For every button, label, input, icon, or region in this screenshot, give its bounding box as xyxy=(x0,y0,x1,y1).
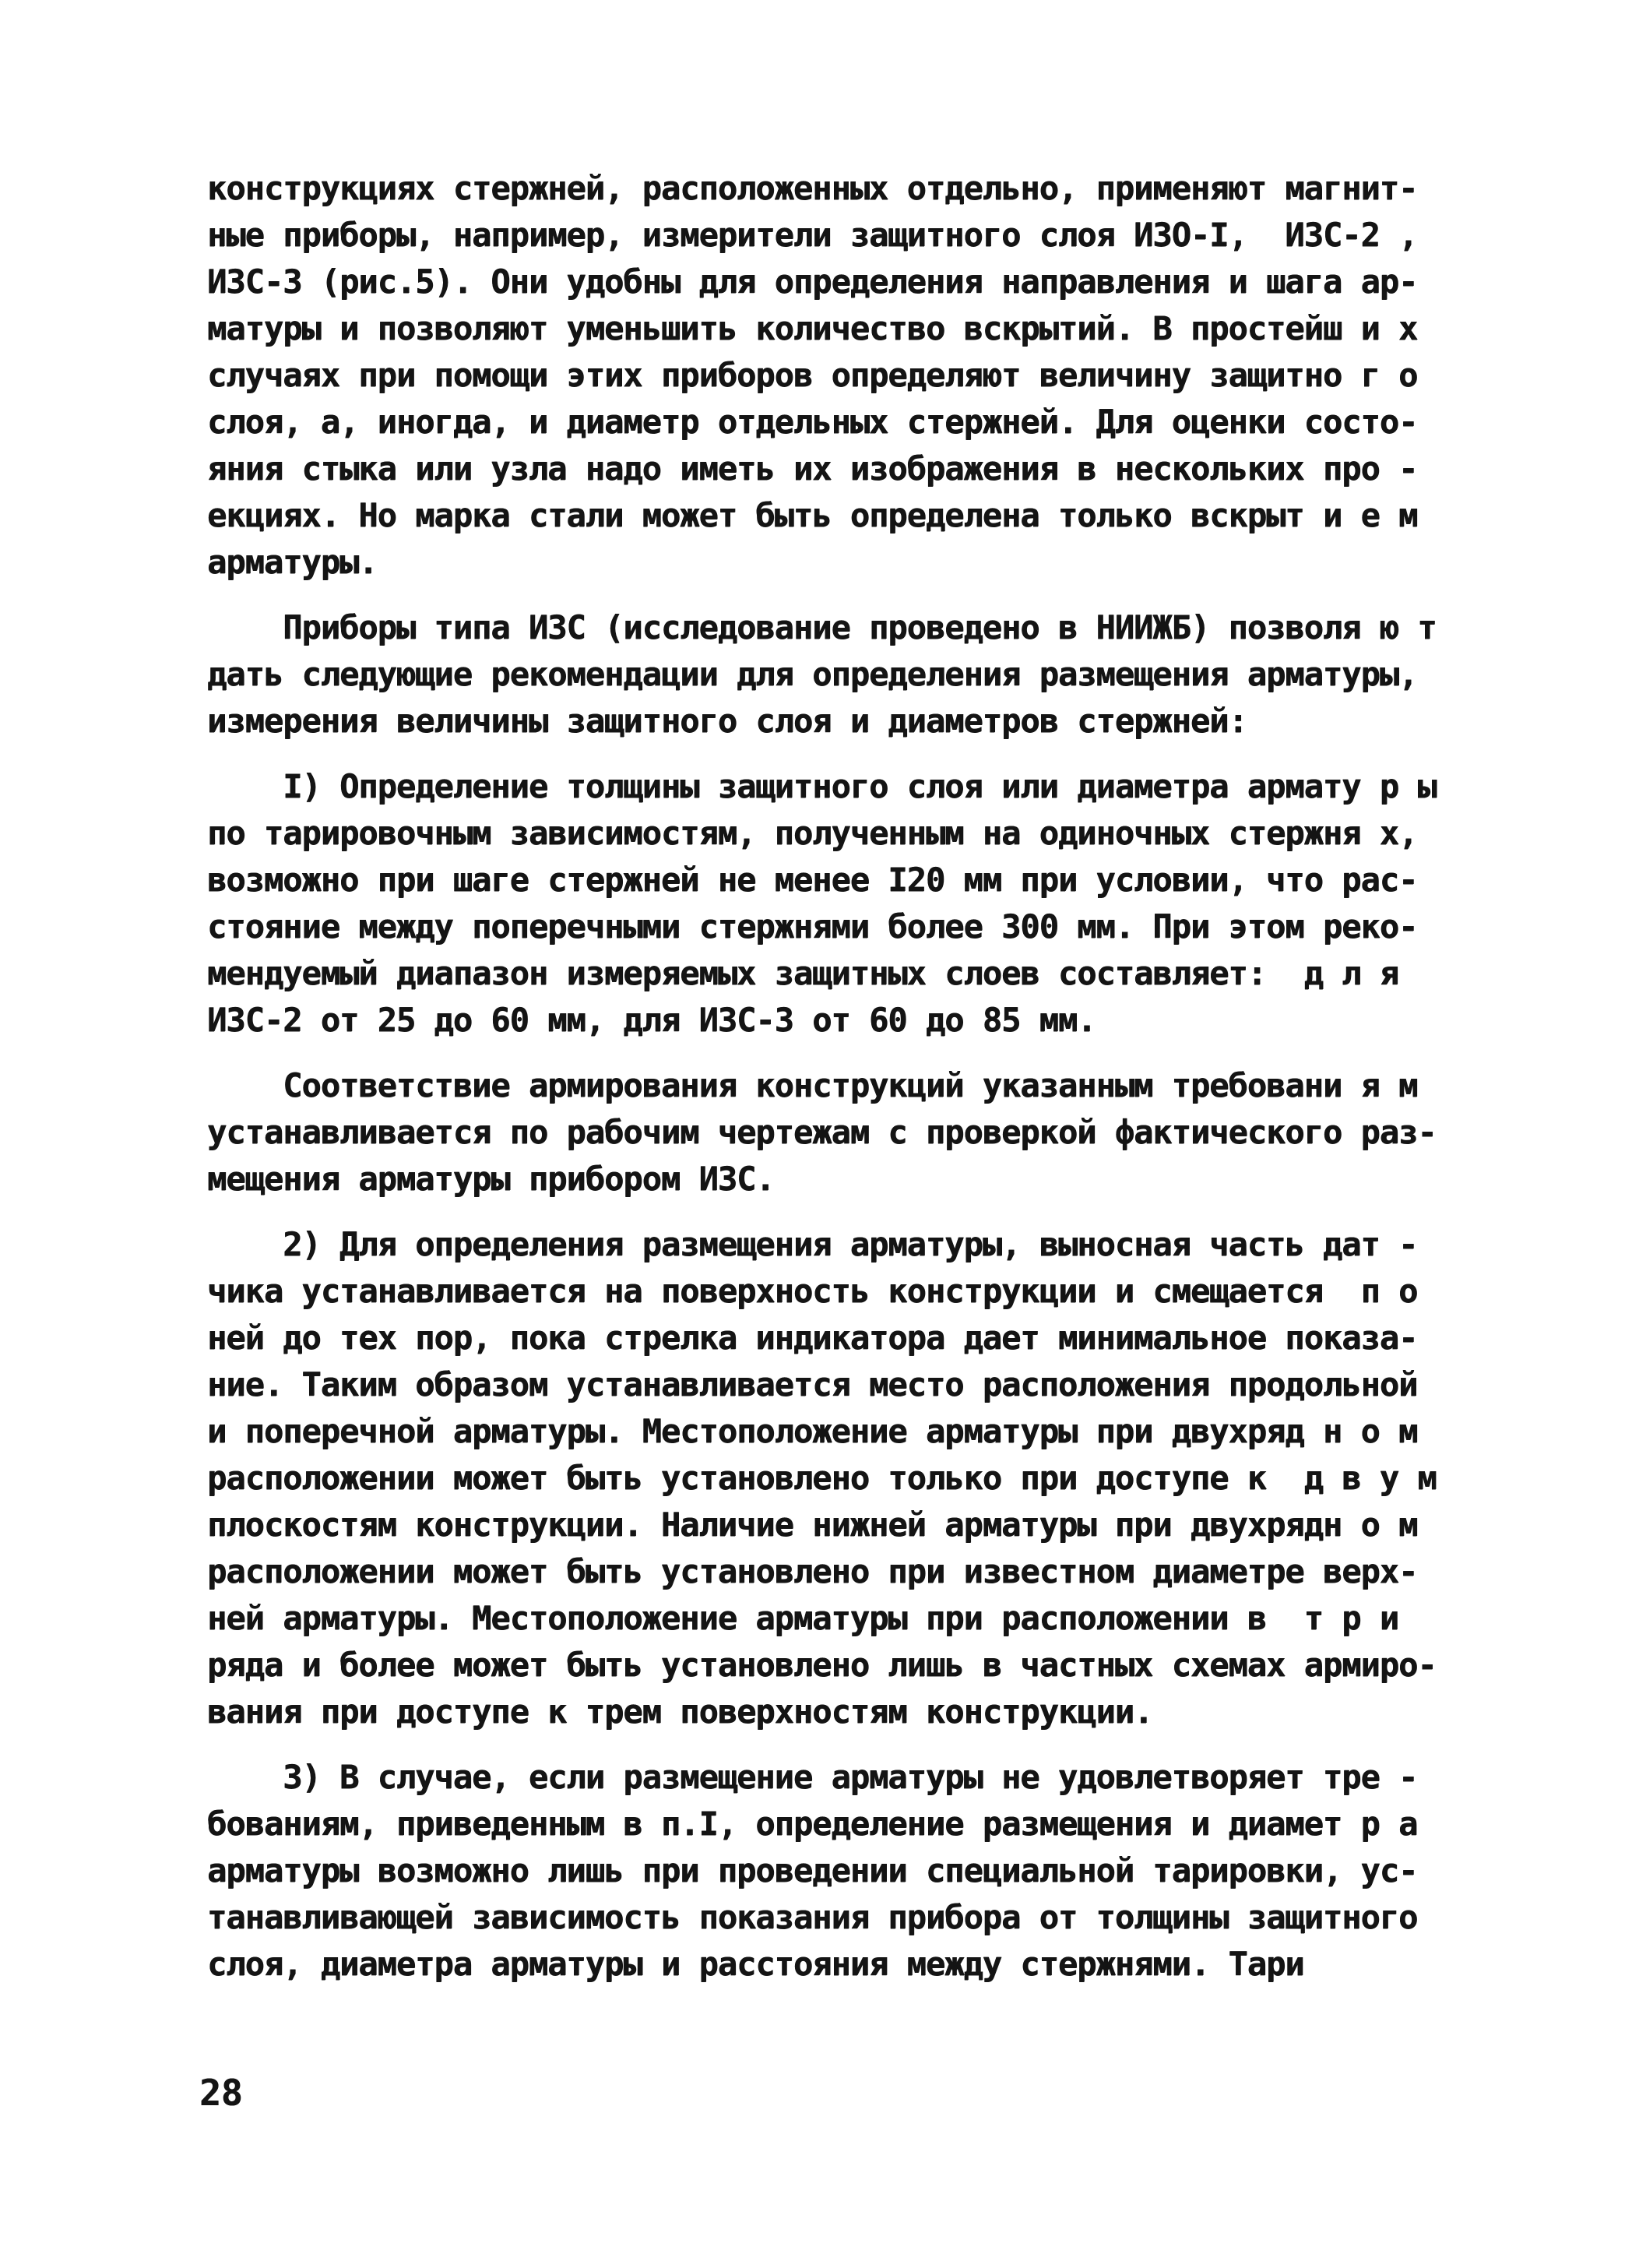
text-line: стояние между поперечными стержнями более 300 мм. При этом реко- xyxy=(207,907,1418,946)
paragraph xyxy=(207,165,1462,586)
text-line: слоя, диаметра арматуры и расстояния между стержнями. Тари xyxy=(207,1945,1304,1983)
text-line: мещения арматуры прибором ИЗС. xyxy=(207,1160,775,1198)
text-line: ней до тех пор, пока стрелка индикатора дает минимальное показа- xyxy=(207,1319,1418,1357)
text-line: возможно при шаге стержней не менее I20 мм при условии, что рас- xyxy=(207,861,1418,899)
text-line: расположении может быть установлено при известном диаметре верх- xyxy=(207,1552,1418,1590)
text-line: измерения величины защитного слоя и диаметров стержней: xyxy=(207,702,1247,740)
text-line: и поперечной арматуры. Местоположение арматуры при двухряд н о м xyxy=(207,1412,1418,1450)
text-line: екциях. Но марка стали может быть определена только вскрыт и е м xyxy=(207,496,1418,534)
text-line: танавливающей зависимость показания прибора от толщины защитного xyxy=(207,1898,1418,1936)
text-line: 3) В случае, если размещение арматуры не удовлетворяет тре - xyxy=(207,1758,1418,1796)
text-line: арматуры возможно лишь при проведении специальной тарировки, ус- xyxy=(207,1851,1418,1889)
page-number: 28 xyxy=(199,2072,243,2114)
text-line: I) Определение толщины защитного слоя или диаметра армату р ы xyxy=(207,767,1437,805)
text-line: конструкциях стержней, расположенных отдельно, применяют магнит- xyxy=(207,169,1418,207)
text-line: случаях при помощи этих приборов определяют величину защитно г о xyxy=(207,356,1418,394)
paragraph xyxy=(207,604,1462,745)
text-line: ИЗС-2 от 25 до 60 мм, для ИЗС-3 от 60 до 85 мм. xyxy=(207,1001,1096,1039)
paragraph xyxy=(207,1754,1462,1988)
text-line: ние. Таким образом устанавливается место расположения продольной xyxy=(207,1365,1418,1403)
paragraph xyxy=(207,763,1462,1044)
text-line: плоскостям конструкции. Наличие нижней арматуры при двухрядн о м xyxy=(207,1506,1418,1544)
text-line: ряда и более может быть установлено лишь в частных схемах армиро- xyxy=(207,1646,1437,1684)
text-line: арматуры. xyxy=(207,543,378,581)
text-line: бованиям, приведенным в п.I, определение размещения и диамет р а xyxy=(207,1805,1418,1843)
body-text xyxy=(207,165,1462,1988)
paragraph xyxy=(207,1062,1462,1203)
text-line: устанавливается по рабочим чертежам с проверкой фактического раз- xyxy=(207,1113,1437,1151)
text-line: расположении может быть установлено только при доступе к д в у м xyxy=(207,1459,1437,1497)
text-line: вания при доступе к трем поверхностям конструкции. xyxy=(207,1692,1153,1731)
text-line: слоя, а, иногда, и диаметр отдельных стержней. Для оценки состо- xyxy=(207,403,1418,441)
text-line: ные приборы, например, измерители защитного слоя ИЗО-I, ИЗС-2 , xyxy=(207,216,1418,254)
text-line: дать следующие рекомендации для определения размещения арматуры, xyxy=(207,655,1418,693)
text-line: по тарировочным зависимостям, полученным на одиночных стержня х, xyxy=(207,814,1418,852)
text-line: чика устанавливается на поверхность конструкции и смещается п о xyxy=(207,1272,1418,1310)
text-line: Соответствие армирования конструкций указанным требовани я м xyxy=(207,1066,1418,1104)
text-line: ИЗС-3 (рис.5). Они удобны для определения направления и шага ар- xyxy=(207,262,1418,301)
text-line: яния стыка или узла надо иметь их изображения в нескольких про - xyxy=(207,449,1418,488)
paragraph xyxy=(207,1221,1462,1735)
text-line: Приборы типа ИЗС (исследование проведено в НИИЖБ) позволя ю т xyxy=(207,608,1437,646)
text-line: мендуемый диапазон измеряемых защитных слоев составляет: д л я xyxy=(207,954,1399,992)
text-line: матуры и позволяют уменьшить количество вскрытий. В простейш и х xyxy=(207,309,1418,347)
text-line: 2) Для определения размещения арматуры, выносная часть дат - xyxy=(207,1225,1418,1263)
text-line: ней арматуры. Местоположение арматуры при расположении в т р и xyxy=(207,1599,1399,1637)
